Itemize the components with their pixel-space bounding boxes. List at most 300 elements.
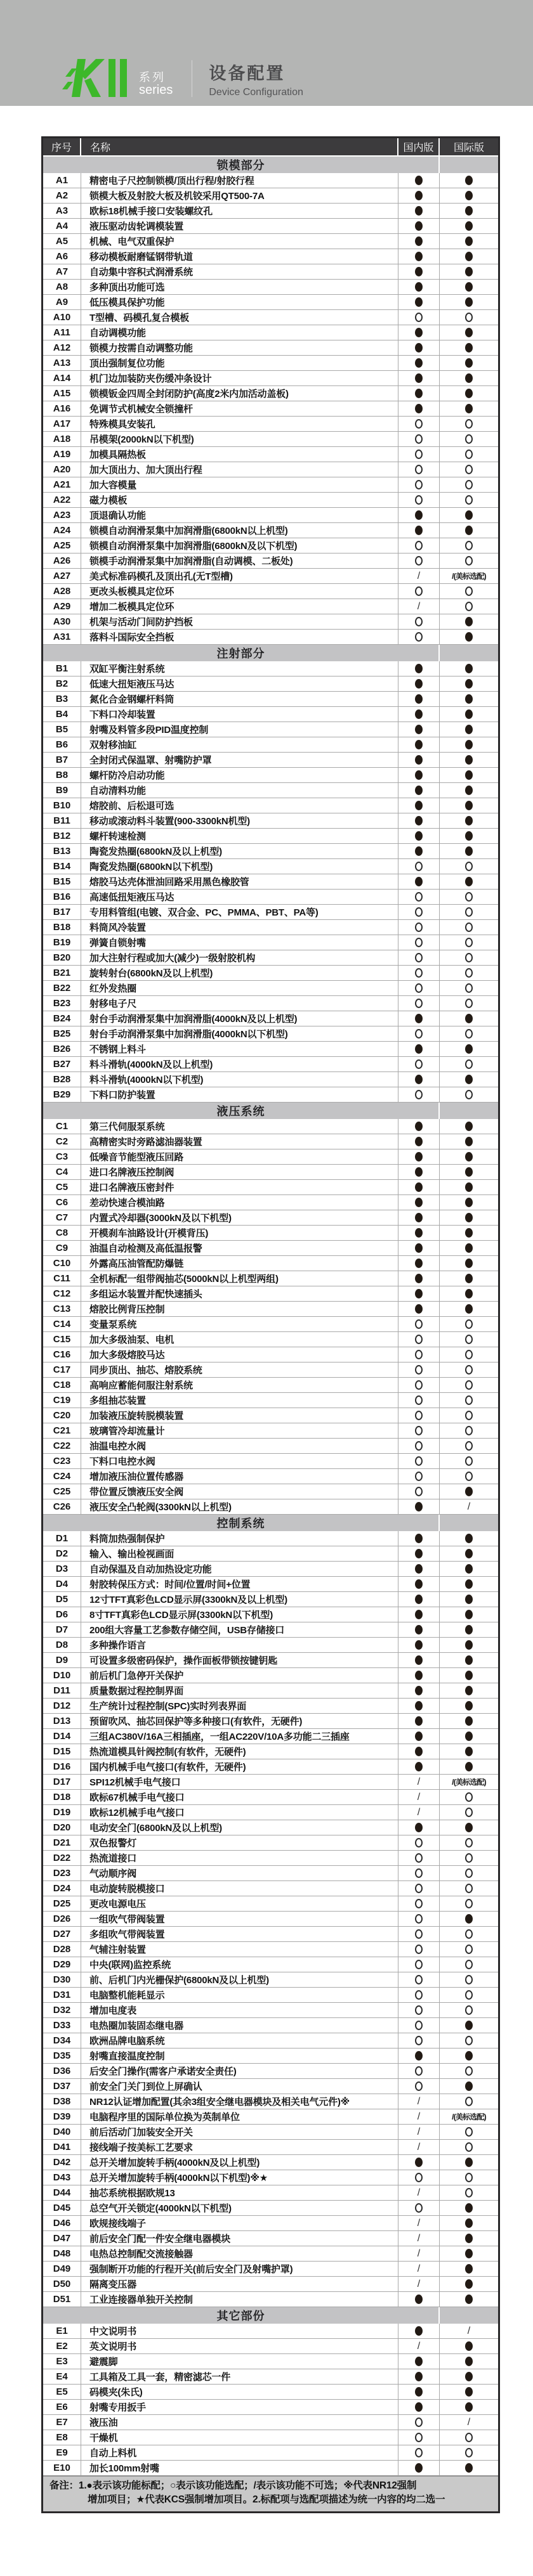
row-name-cell: 射台手动润滑泵集中加润滑脂(4000kN及以上机型) bbox=[81, 1011, 398, 1026]
row-name-cell: 红外发热圈 bbox=[81, 981, 398, 996]
not-available-slash: / bbox=[417, 2340, 421, 2352]
table-row bbox=[43, 1271, 498, 1286]
international-value-cell bbox=[440, 1546, 498, 1562]
page-title-block bbox=[209, 60, 303, 98]
domestic-value-cell bbox=[398, 2125, 440, 2140]
not-available-slash: / bbox=[417, 2217, 421, 2229]
table-row bbox=[43, 493, 498, 508]
domestic-value-cell bbox=[398, 1988, 440, 2003]
table-row bbox=[43, 2369, 498, 2385]
row-id-cell: E8 bbox=[43, 2430, 81, 2445]
optional-circle-icon bbox=[465, 1411, 473, 1420]
table-row bbox=[43, 280, 498, 295]
row-name-cell: 加装液压旋转脱模装置 bbox=[81, 1408, 398, 1423]
row-id-cell: D24 bbox=[43, 1881, 81, 1896]
standard-dot-icon bbox=[415, 236, 423, 246]
row-name-cell: 增加液压油位置传感器 bbox=[81, 1469, 398, 1484]
row-id-cell: D31 bbox=[43, 1988, 81, 2003]
optional-circle-icon bbox=[415, 617, 423, 626]
standard-dot-icon bbox=[465, 740, 473, 749]
row-id-cell: A13 bbox=[43, 356, 81, 371]
standard-dot-icon bbox=[465, 2158, 473, 2167]
optional-circle-icon bbox=[415, 1960, 423, 1969]
international-value-cell bbox=[440, 2140, 498, 2155]
domestic-value-cell bbox=[398, 2262, 440, 2277]
standard-dot-icon bbox=[465, 2402, 473, 2412]
optional-circle-icon bbox=[465, 938, 473, 947]
standard-dot-icon bbox=[465, 1549, 473, 1558]
optional-circle-icon bbox=[465, 922, 473, 932]
standard-dot-icon bbox=[465, 1595, 473, 1604]
international-value-cell bbox=[440, 538, 498, 553]
domestic-value-cell bbox=[398, 1759, 440, 1775]
domestic-value-cell bbox=[398, 371, 440, 386]
row-name-cell: 机械、电气双重保护 bbox=[81, 234, 398, 249]
standard-dot-icon bbox=[415, 510, 423, 520]
notes-row bbox=[43, 2476, 498, 2511]
table-row bbox=[43, 1729, 498, 1744]
optional-circle-icon bbox=[415, 1411, 423, 1420]
row-name-cell: 陶瓷发热圈(6800kN以下机型) bbox=[81, 859, 398, 874]
standard-dot-icon bbox=[465, 755, 473, 765]
row-name-cell: 强制断开功能的行程开关(前后安全门及射嘴护罩) bbox=[81, 2262, 398, 2277]
table-row bbox=[43, 1653, 498, 1668]
table-row bbox=[43, 905, 498, 920]
row-id-cell: D14 bbox=[43, 1729, 81, 1744]
optional-circle-icon bbox=[415, 1395, 423, 1405]
row-id-cell: D15 bbox=[43, 1744, 81, 1759]
table-row bbox=[43, 2277, 498, 2292]
international-value-cell bbox=[440, 1835, 498, 1851]
table-row bbox=[43, 1775, 498, 1790]
top-banner bbox=[0, 0, 533, 106]
section-band-right bbox=[440, 1515, 498, 1531]
optional-circle-icon bbox=[415, 968, 423, 978]
row-name-cell: 双缸平衡注射系统 bbox=[81, 661, 398, 676]
domestic-value-cell bbox=[398, 737, 440, 753]
domestic-value-cell bbox=[398, 1011, 440, 1026]
row-name-cell: 热流道接口 bbox=[81, 1851, 398, 1866]
standard-dot-icon bbox=[465, 404, 473, 413]
row-name-cell: 气动顺序阀 bbox=[81, 1866, 398, 1881]
row-name-cell: 锁模手动润滑泵集中加润滑脂(自动调模、二板处) bbox=[81, 553, 398, 569]
row-name-cell: 更改头板模具定位环 bbox=[81, 584, 398, 599]
table-row bbox=[43, 1972, 498, 1988]
table-row bbox=[43, 1378, 498, 1393]
optional-circle-icon bbox=[415, 586, 423, 596]
domestic-value-cell bbox=[398, 2155, 440, 2170]
domestic-value-cell bbox=[398, 447, 440, 462]
row-id-cell: A22 bbox=[43, 493, 81, 508]
row-id-cell: A1 bbox=[43, 173, 81, 188]
domestic-value-cell bbox=[398, 996, 440, 1011]
table-row bbox=[43, 1835, 498, 1851]
standard-dot-icon bbox=[415, 2387, 423, 2397]
section-title: 其它部份 bbox=[43, 2307, 440, 2324]
row-id-cell: C3 bbox=[43, 1149, 81, 1165]
table-row bbox=[43, 1165, 498, 1180]
international-value-cell bbox=[440, 1896, 498, 1912]
row-id-cell: D6 bbox=[43, 1607, 81, 1622]
row-name-cell: 电动安全门(6800kN及以上机型) bbox=[81, 1820, 398, 1835]
row-name-cell: 电脑整机能耗显示 bbox=[81, 1988, 398, 2003]
row-name-cell: 开模刹车油路设计(开模背压) bbox=[81, 1226, 398, 1241]
domestic-value-cell bbox=[398, 2064, 440, 2079]
row-name-cell: 机架与活动门间防护挡板 bbox=[81, 614, 398, 630]
optional-circle-icon bbox=[465, 480, 473, 489]
row-name-cell: 熔胶前、后松退可选 bbox=[81, 798, 398, 813]
optional-circle-icon bbox=[415, 983, 423, 993]
row-name-cell: 移动或滚动料斗装置(900-3300kN机型) bbox=[81, 813, 398, 829]
row-id-cell: B25 bbox=[43, 1026, 81, 1042]
standard-dot-icon bbox=[415, 725, 423, 734]
row-name-cell: 自动调模功能 bbox=[81, 325, 398, 340]
standard-dot-icon bbox=[465, 328, 473, 337]
international-value-cell bbox=[440, 493, 498, 508]
row-id-cell: D40 bbox=[43, 2125, 81, 2140]
international-value-cell bbox=[440, 386, 498, 401]
row-name-cell: 油温自动检测及高低温报警 bbox=[81, 1241, 398, 1256]
row-id-cell: E10 bbox=[43, 2461, 81, 2476]
row-name-cell: 第三代伺服泵系统 bbox=[81, 1119, 398, 1134]
row-name-cell: 自动集中容积式润滑系统 bbox=[81, 264, 398, 280]
domestic-value-cell bbox=[398, 1972, 440, 1988]
row-name-cell: 高速低扭矩液压马达 bbox=[81, 890, 398, 905]
row-name-cell: 自动保温及自动加热设定功能 bbox=[81, 1562, 398, 1577]
row-name-cell: 增加二板模具定位环 bbox=[81, 599, 398, 614]
optional-circle-icon bbox=[465, 1853, 473, 1863]
row-id-cell: D43 bbox=[43, 2170, 81, 2185]
domestic-value-cell bbox=[398, 920, 440, 935]
standard-dot-icon bbox=[415, 1014, 423, 1023]
standard-dot-icon bbox=[465, 617, 473, 626]
international-value-cell bbox=[440, 905, 498, 920]
row-name-cell: 电脑程序里的国际单位换为英制单位 bbox=[81, 2109, 398, 2125]
standard-dot-icon bbox=[465, 2081, 473, 2091]
row-id-cell: B29 bbox=[43, 1087, 81, 1103]
table-row bbox=[43, 2415, 498, 2430]
optional-circle-icon bbox=[465, 1472, 473, 1481]
not-available-slash: / bbox=[417, 2263, 421, 2274]
domestic-value-cell bbox=[398, 722, 440, 737]
optional-circle-icon bbox=[415, 2066, 423, 2076]
table-row bbox=[43, 1499, 498, 1515]
domestic-value-cell bbox=[398, 2354, 440, 2369]
not-available-slash: / bbox=[467, 2325, 471, 2336]
domestic-value-cell bbox=[398, 1226, 440, 1241]
international-value-cell bbox=[440, 2400, 498, 2415]
standard-dot-icon bbox=[415, 1274, 423, 1283]
standard-dot-icon bbox=[465, 1579, 473, 1589]
not-available-slash: / bbox=[417, 1791, 421, 1803]
row-name-cell: 锁模力按需自动调整功能 bbox=[81, 340, 398, 356]
standard-dot-icon bbox=[465, 1716, 473, 1726]
row-name-cell: 码模夹(朱氏) bbox=[81, 2385, 398, 2400]
domestic-value-cell bbox=[398, 1744, 440, 1759]
international-value-cell bbox=[440, 1072, 498, 1087]
international-value-cell bbox=[440, 1378, 498, 1393]
international-value-cell bbox=[440, 966, 498, 981]
table-row bbox=[43, 569, 498, 584]
standard-dot-icon bbox=[465, 1610, 473, 1619]
row-name-cell: 加长100mm射嘴 bbox=[81, 2461, 398, 2476]
table-row bbox=[43, 1546, 498, 1562]
optional-circle-icon bbox=[465, 1090, 473, 1099]
international-value-cell bbox=[440, 2155, 498, 2170]
not-available-slash: / bbox=[417, 1776, 421, 1787]
domestic-value-cell bbox=[398, 2339, 440, 2354]
row-name-cell: 输入、输出检视画面 bbox=[81, 1546, 398, 1562]
standard-dot-icon bbox=[465, 1213, 473, 1222]
row-id-cell: D29 bbox=[43, 1957, 81, 1972]
international-value-cell bbox=[440, 676, 498, 692]
optional-circle-icon bbox=[415, 1975, 423, 1984]
standard-dot-icon bbox=[415, 1243, 423, 1253]
row-id-cell: B27 bbox=[43, 1057, 81, 1072]
optional-circle-icon bbox=[465, 1029, 473, 1039]
row-id-cell: B16 bbox=[43, 890, 81, 905]
standard-dot-icon bbox=[415, 404, 423, 413]
domestic-value-cell bbox=[398, 2231, 440, 2246]
row-name-cell: 加大注射行程或加大(减少)一级射胶机构 bbox=[81, 950, 398, 966]
row-name-cell: 旋转射台(6800kN及以上机型) bbox=[81, 966, 398, 981]
international-value-cell bbox=[440, 859, 498, 874]
domestic-value-cell bbox=[398, 1134, 440, 1149]
international-value-cell bbox=[440, 2094, 498, 2109]
row-name-cell: 多组抽芯装置 bbox=[81, 1393, 398, 1408]
standard-dot-icon bbox=[415, 1823, 423, 1832]
standard-dot-icon bbox=[415, 786, 423, 795]
row-id-cell: B24 bbox=[43, 1011, 81, 1026]
section-header-row bbox=[43, 1515, 498, 1531]
row-id-cell: C7 bbox=[43, 1210, 81, 1226]
row-name-cell: NR12认证增加配置(其余3组安全继电器模块及相关电气元件)※ bbox=[81, 2094, 398, 2109]
domestic-value-cell bbox=[398, 1622, 440, 1638]
row-name-cell: 可设置多级密码保护，操作面板带锁按键钥匙 bbox=[81, 1653, 398, 1668]
row-id-cell: E6 bbox=[43, 2400, 81, 2415]
optional-circle-icon bbox=[465, 2005, 473, 2015]
table-row bbox=[43, 813, 498, 829]
table-row bbox=[43, 1683, 498, 1699]
row-id-cell: A16 bbox=[43, 401, 81, 417]
section-band-right bbox=[440, 157, 498, 173]
row-id-cell: D3 bbox=[43, 1562, 81, 1577]
row-id-cell: D41 bbox=[43, 2140, 81, 2155]
standard-dot-icon bbox=[465, 1625, 473, 1634]
table-row bbox=[43, 1699, 498, 1714]
international-value-cell bbox=[440, 874, 498, 890]
row-id-cell: A11 bbox=[43, 325, 81, 340]
standard-dot-icon bbox=[465, 1564, 473, 1574]
standard-dot-icon bbox=[415, 389, 423, 398]
row-id-cell: D26 bbox=[43, 1912, 81, 1927]
international-value-cell bbox=[440, 1226, 498, 1241]
domestic-value-cell bbox=[398, 905, 440, 920]
row-name-cell: 特殊模具安装孔 bbox=[81, 417, 398, 432]
row-id-cell: C25 bbox=[43, 1484, 81, 1499]
domestic-value-cell bbox=[398, 2185, 440, 2201]
row-name-cell: 双射移油缸 bbox=[81, 737, 398, 753]
table-row bbox=[43, 1072, 498, 1087]
optional-circle-icon bbox=[415, 2036, 423, 2045]
domestic-value-cell bbox=[398, 569, 440, 584]
page-title-cn: 设备配置 bbox=[209, 64, 286, 83]
row-id-cell: B1 bbox=[43, 661, 81, 676]
international-value-cell bbox=[440, 753, 498, 768]
row-name-cell: 进口名牌液压密封件 bbox=[81, 1180, 398, 1195]
standard-dot-icon bbox=[465, 2234, 473, 2243]
row-id-cell: C23 bbox=[43, 1454, 81, 1469]
domestic-value-cell bbox=[398, 1072, 440, 1087]
table-row bbox=[43, 1790, 498, 1805]
optional-circle-icon bbox=[415, 2081, 423, 2091]
table-row bbox=[43, 417, 498, 432]
domestic-value-cell bbox=[398, 813, 440, 829]
domestic-value-cell bbox=[398, 553, 440, 569]
row-id-cell: A24 bbox=[43, 523, 81, 538]
row-name-cell: 更改电源电压 bbox=[81, 1896, 398, 1912]
row-name-cell: 液压安全凸轮阀(3300kN以上机型) bbox=[81, 1499, 398, 1515]
standard-dot-icon bbox=[415, 2158, 423, 2167]
international-value-cell bbox=[440, 1149, 498, 1165]
standard-dot-icon bbox=[415, 526, 423, 535]
standard-dot-icon bbox=[415, 1167, 423, 1177]
row-id-cell: B19 bbox=[43, 935, 81, 950]
international-value-cell bbox=[440, 2079, 498, 2094]
row-id-cell: B15 bbox=[43, 874, 81, 890]
row-name-cell: 精密电子尺控制锁模/顶出行程/射胶行程 bbox=[81, 173, 398, 188]
standard-dot-icon bbox=[465, 526, 473, 535]
row-id-cell: D18 bbox=[43, 1790, 81, 1805]
optional-circle-icon bbox=[465, 892, 473, 902]
international-value-cell bbox=[440, 996, 498, 1011]
row-name-cell: 三组AC380V/16A三相插座，一组AC220V/10A多功能二三插座 bbox=[81, 1729, 398, 1744]
optional-circle-icon bbox=[465, 450, 473, 459]
international-value-cell bbox=[440, 1134, 498, 1149]
table-row bbox=[43, 1393, 498, 1408]
domestic-value-cell bbox=[398, 1332, 440, 1347]
standard-dot-icon bbox=[415, 358, 423, 368]
section-band-right bbox=[440, 1103, 498, 1119]
optional-circle-icon bbox=[465, 1838, 473, 1848]
table-row bbox=[43, 264, 498, 280]
row-id-cell: B22 bbox=[43, 981, 81, 996]
domestic-value-cell bbox=[398, 1165, 440, 1180]
row-id-cell: A17 bbox=[43, 417, 81, 432]
conditional-option-note: /(美标选配) bbox=[452, 1778, 486, 1787]
domestic-value-cell bbox=[398, 753, 440, 768]
international-value-cell bbox=[440, 661, 498, 676]
standard-dot-icon bbox=[465, 236, 473, 246]
row-name-cell: 中央(联网)监控系统 bbox=[81, 1957, 398, 1972]
optional-circle-icon bbox=[465, 1426, 473, 1435]
table-row bbox=[43, 2400, 498, 2415]
optional-circle-icon bbox=[415, 1868, 423, 1878]
standard-dot-icon bbox=[415, 1686, 423, 1695]
domestic-value-cell bbox=[398, 173, 440, 188]
row-name-cell: 锁模钣金四周全封闭防护(高度2米内加活动盖板) bbox=[81, 386, 398, 401]
domestic-value-cell bbox=[398, 295, 440, 310]
row-name-cell: 高响应蓄能伺服注射系统 bbox=[81, 1378, 398, 1393]
row-name-cell: 欧标12机械手电气接口 bbox=[81, 1805, 398, 1820]
row-id-cell: D34 bbox=[43, 2033, 81, 2049]
standard-dot-icon bbox=[415, 328, 423, 337]
international-value-cell bbox=[440, 2185, 498, 2201]
standard-dot-icon bbox=[415, 831, 423, 841]
standard-dot-icon bbox=[465, 510, 473, 520]
row-id-cell: D21 bbox=[43, 1835, 81, 1851]
row-id-cell: B8 bbox=[43, 768, 81, 783]
table-row bbox=[43, 2094, 498, 2109]
optional-circle-icon bbox=[465, 968, 473, 978]
optional-circle-icon bbox=[465, 1929, 473, 1939]
domestic-value-cell bbox=[398, 508, 440, 523]
col-name: 名称 bbox=[81, 138, 398, 157]
international-value-cell bbox=[440, 2049, 498, 2064]
table-row bbox=[43, 2385, 498, 2400]
config-table bbox=[41, 136, 500, 2513]
table-row bbox=[43, 661, 498, 676]
standard-dot-icon bbox=[465, 694, 473, 704]
optional-circle-icon bbox=[415, 1914, 423, 1924]
row-id-cell: C22 bbox=[43, 1439, 81, 1454]
table-row bbox=[43, 1119, 498, 1134]
domestic-value-cell bbox=[398, 890, 440, 905]
domestic-value-cell bbox=[398, 798, 440, 813]
not-available-slash: / bbox=[417, 2278, 421, 2289]
table-row bbox=[43, 1484, 498, 1499]
international-value-cell bbox=[440, 584, 498, 599]
standard-dot-icon bbox=[465, 2249, 473, 2258]
row-id-cell: D39 bbox=[43, 2109, 81, 2125]
row-id-cell: A9 bbox=[43, 295, 81, 310]
standard-dot-icon bbox=[465, 725, 473, 734]
row-name-cell: 隔离变压器 bbox=[81, 2277, 398, 2292]
not-available-slash: / bbox=[417, 2248, 421, 2259]
row-name-cell: 内置式冷却器(3000kN及以下机型) bbox=[81, 1210, 398, 1226]
standard-dot-icon bbox=[415, 740, 423, 749]
international-value-cell bbox=[440, 2216, 498, 2231]
standard-dot-icon bbox=[465, 2357, 473, 2366]
optional-circle-icon bbox=[465, 1319, 473, 1329]
row-name-cell: 高精密实时旁路滤油器装置 bbox=[81, 1134, 398, 1149]
optional-circle-icon bbox=[465, 465, 473, 474]
table-row bbox=[43, 1226, 498, 1241]
row-id-cell: D46 bbox=[43, 2216, 81, 2231]
table-row bbox=[43, 981, 498, 996]
optional-circle-icon bbox=[415, 2021, 423, 2030]
table-row bbox=[43, 1744, 498, 1759]
standard-dot-icon bbox=[465, 2372, 473, 2381]
domestic-value-cell bbox=[398, 1562, 440, 1577]
row-name-cell: 熔胶马达壳体泄油回路采用黑色橡胶管 bbox=[81, 874, 398, 890]
optional-circle-icon bbox=[415, 1090, 423, 1099]
table-row bbox=[43, 538, 498, 553]
table-row bbox=[43, 614, 498, 630]
international-value-cell bbox=[440, 432, 498, 447]
standard-dot-icon bbox=[415, 1595, 423, 1604]
table-row bbox=[43, 1439, 498, 1454]
optional-circle-icon bbox=[415, 480, 423, 489]
table-row bbox=[43, 553, 498, 569]
row-name-cell: 总空气开关锁定(4000kN以下机型) bbox=[81, 2201, 398, 2216]
standard-dot-icon bbox=[465, 2279, 473, 2289]
standard-dot-icon bbox=[415, 176, 423, 185]
row-id-cell: D51 bbox=[43, 2292, 81, 2307]
section-band-right bbox=[440, 2307, 498, 2324]
row-id-cell: D32 bbox=[43, 2003, 81, 2018]
table-row bbox=[43, 2430, 498, 2445]
